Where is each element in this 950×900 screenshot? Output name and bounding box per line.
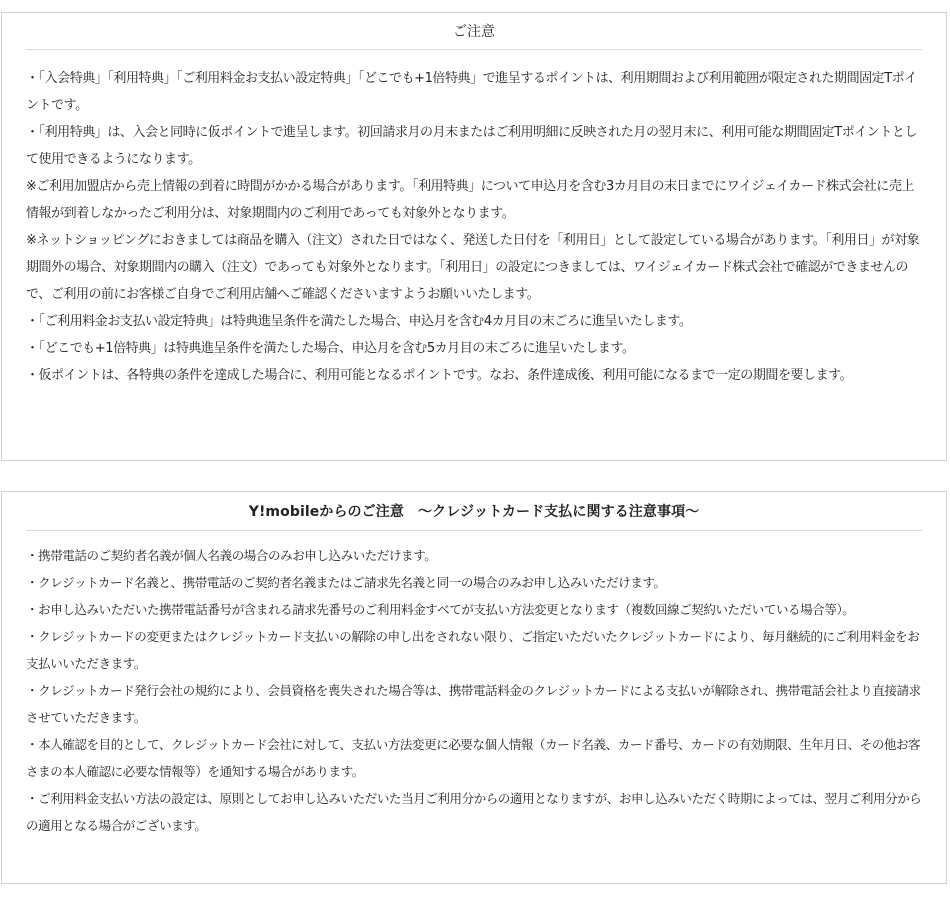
ymobile-notice-item: ・クレジットカードの変更またはクレジットカード支払いの解除の申し出をされない限り、ご指定いただいたクレジットカードにより、毎月継続的にご利用料金をお支払いいただきます。 (26, 629, 920, 671)
ymobile-notice-list (2, 531, 946, 839)
notice-item: ※ネットショッピングにおきましては商品を購入（注文）された日ではなく、発送した日付を「利用日」として設定している場合があります。「利用日」が対象期間外の場合、対象期間内の購入（注文）であっても対象外となります。「利用日」の設定につきましては、ワイジェイカード株式会社で確認ができませんので、ご利用の前にお客様ご自身でご利用店舗へご確認くださいますようお願いいたします。 (26, 233, 920, 302)
notice-item: ※ご利用加盟店から売上情報の到着に時間がかかる場合があります。「利用特典」について申込月を含む3カ月目の末日までにワイジェイカード株式会社に売上情報が到着しなかったご利用分は、対象期間内のご利用であっても対象外となります。 (26, 179, 914, 221)
notice-title: ご注意 (26, 13, 922, 50)
ymobile-notice-item: ・お申し込みいただいた携帯電話番号が含まれる請求先番号のご利用料金すべてが支払い方法変更となります（複数回線ご契約いただいている場合等）。 (26, 602, 855, 617)
notice-item: ・「入会特典」「利用特典」「ご利用料金お支払い設定特典」「どこでも+1倍特典」で進呈するポイントは、利用期間および利用範囲が限定された期間固定Tポイントです。 (26, 71, 917, 113)
notice-panel (1, 12, 947, 461)
ymobile-notice-item: ・クレジットカード名義と、携帯電話のご契約者名義またはご請求先名義と同一の場合のみお申し込みいただけます。 (26, 575, 666, 590)
notice-list (2, 50, 946, 389)
ymobile-notice-panel (1, 491, 947, 884)
ymobile-notice-item: ・携帯電話のご契約者名義が個人名義の場合のみお申し込みいただけます。 (26, 548, 437, 563)
ymobile-notice-item: ・クレジットカード発行会社の規約により、会員資格を喪失された場合等は、携帯電話料金のクレジットカードによる支払いが解除され、携帯電話会社より直接請求させていただきます。 (26, 683, 921, 725)
notice-item: ・「利用特典」は、入会と同時に仮ポイントで進呈します。初回請求月の月末またはご利用明細に反映された月の翌月末に、利用可能な期間固定Tポイントとして使用できるようになります。 (26, 125, 918, 167)
notice-item: ・仮ポイントは、各特典の条件を達成した場合に、利用可能となるポイントです。なお、条件達成後、利用可能になるまで一定の期間を要します。 (26, 368, 853, 383)
ymobile-notice-item: ・ご利用料金支払い方法の設定は、原則としてお申し込みいただいた当月ご利用分からの適用となりますが、お申し込みいただく時期によっては、翌月ご利用分からの適用となる場合がございます。 (26, 791, 922, 833)
ymobile-notice-title: Y!mobileからのご注意 ～クレジットカード支払に関する注意事項～ (26, 492, 922, 531)
ymobile-notice-item: ・本人確認を目的として、クレジットカード会社に対して、支払い方法変更に必要な個人情報（カード名義、カード番号、カードの有効期限、生年月日、その他お客さまの本人確認に必要な情報等）を通知する場合があります。 (26, 737, 921, 779)
notice-item: ・「どこでも+1倍特典」は特典進呈条件を満たした場合、申込月を含む5カ月目の末ごろに進呈いたします。 (26, 341, 635, 356)
notice-item: ・「ご利用料金お支払い設定特典」は特典進呈条件を満たした場合、申込月を含む4カ月目の末ごろに進呈いたします。 (26, 314, 692, 329)
